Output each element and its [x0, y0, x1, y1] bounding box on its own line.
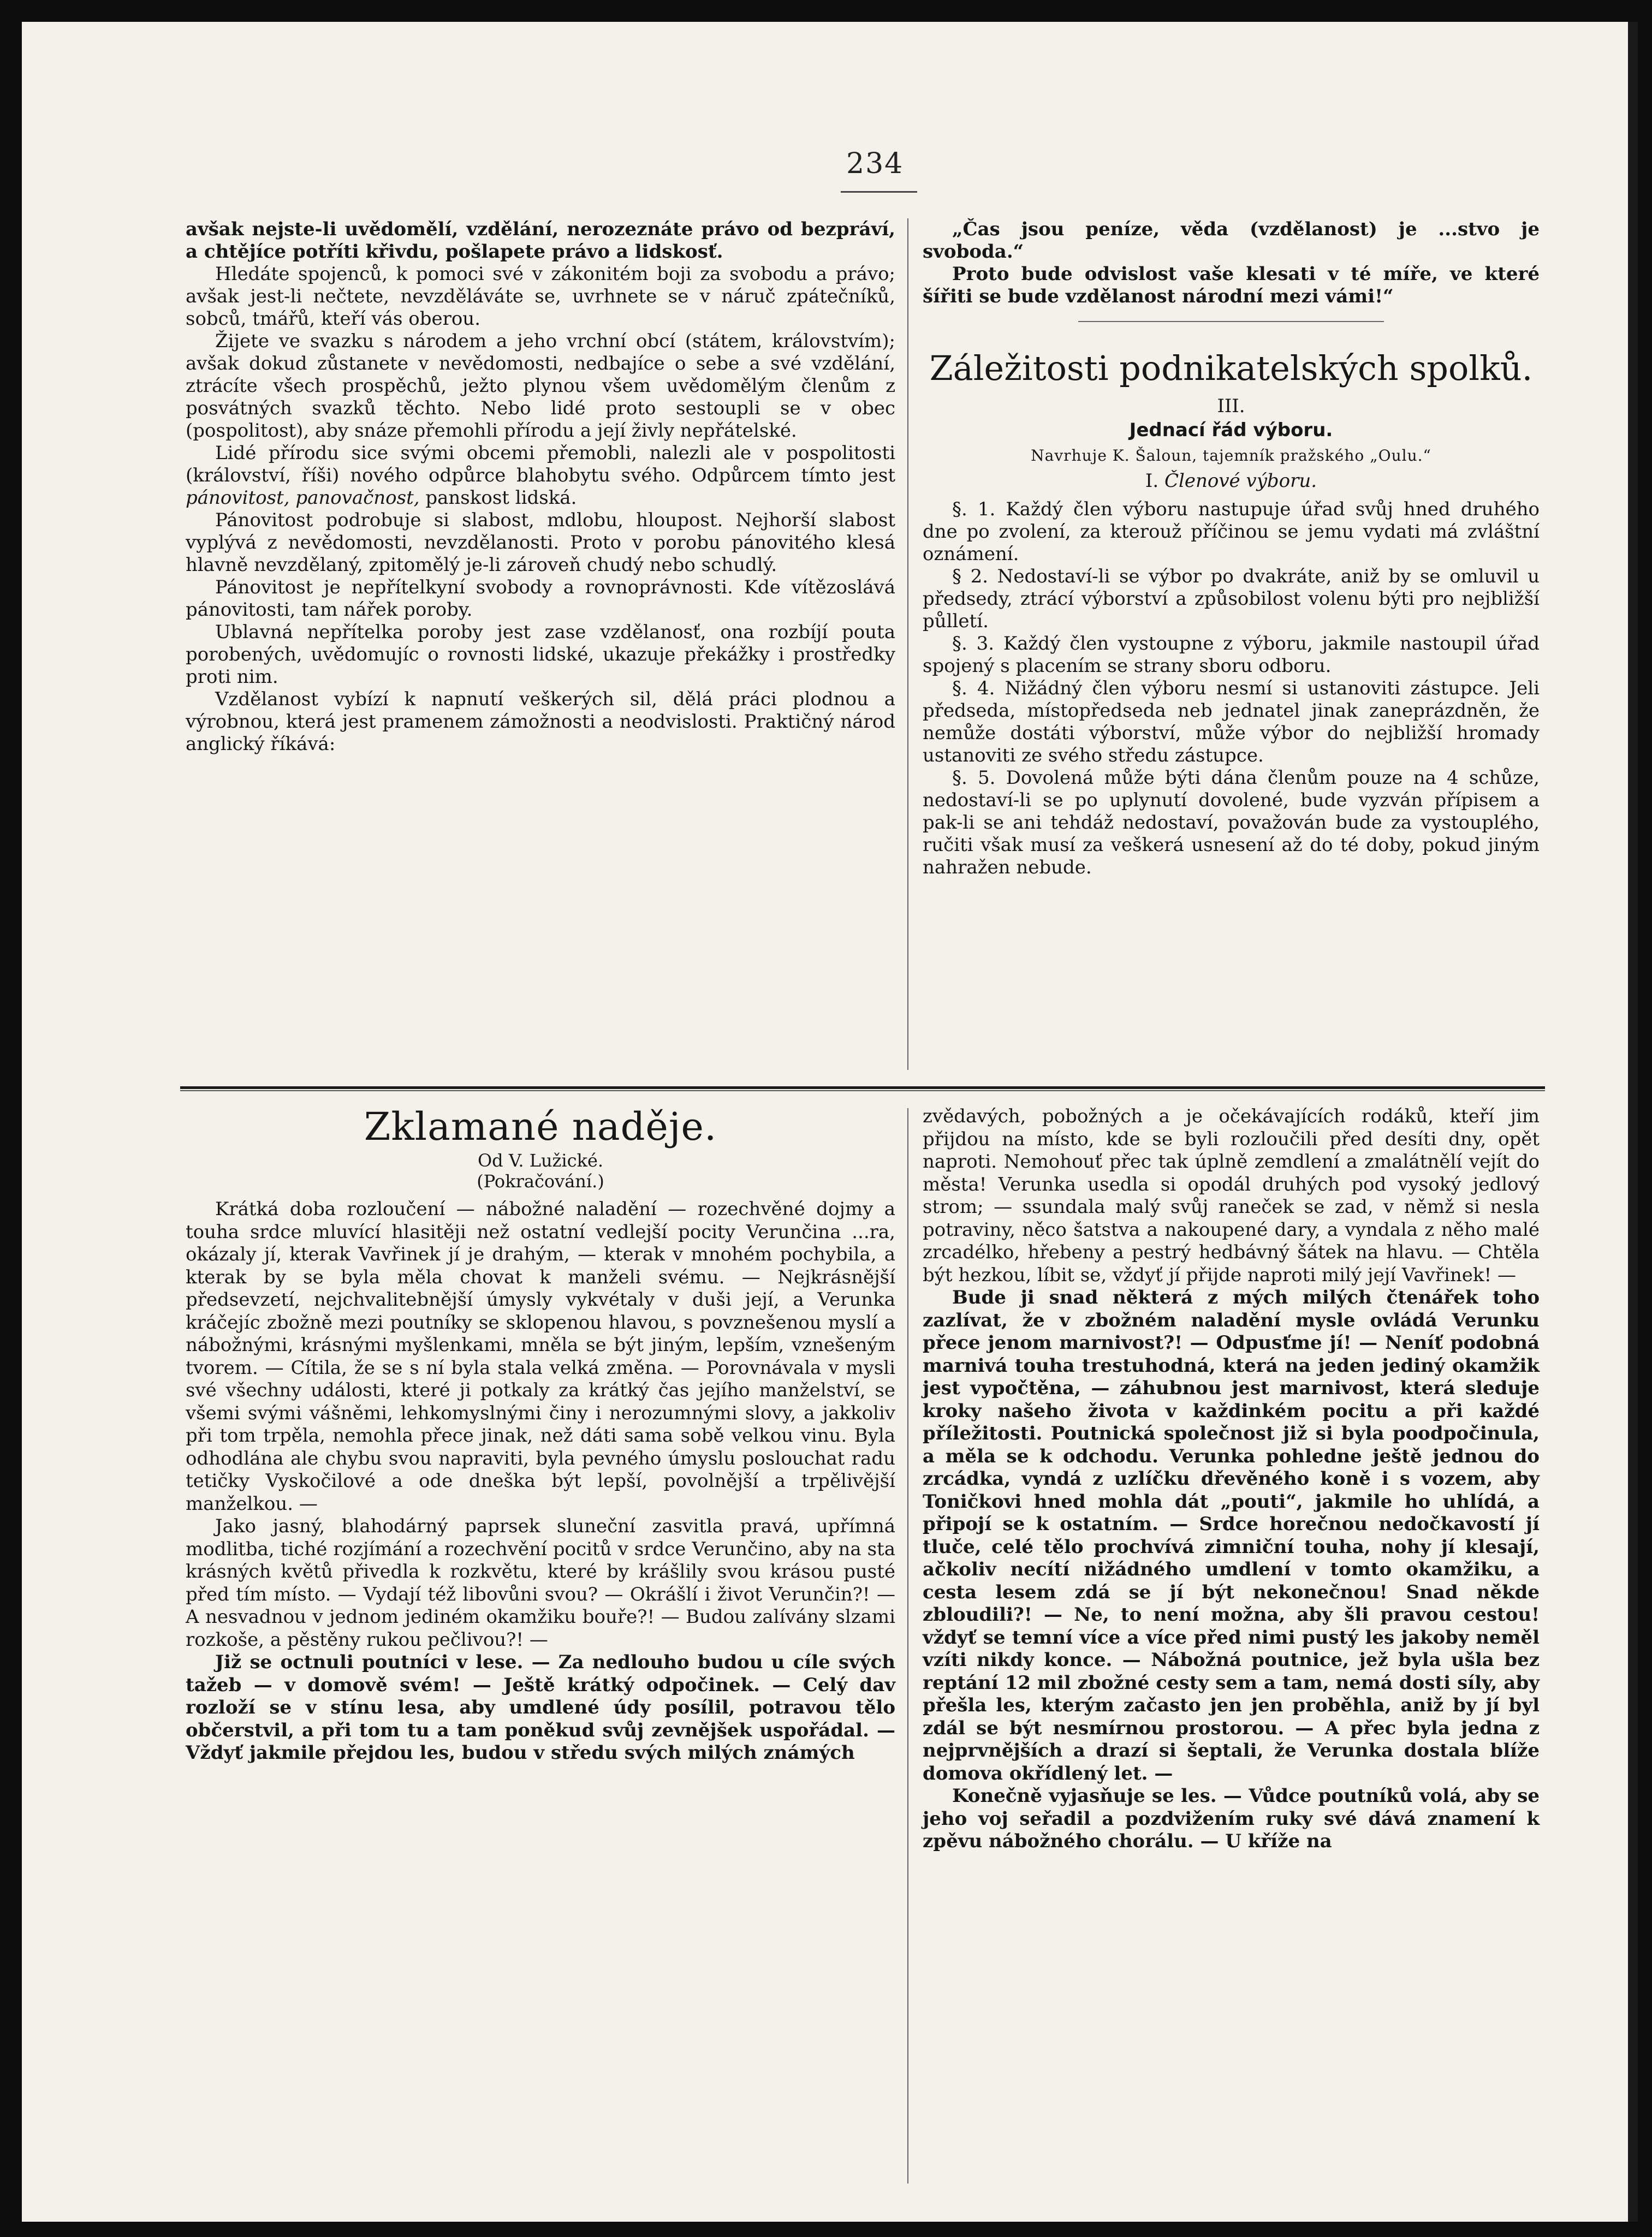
paragraph: Žijete ve svazku s národem a jeho vrchní obcí (státem, královstvím); avšak dokud zůstanete v nevědomosti, nedbajíce o sebe a své vzdělání, ztrácíte všech prospěchů, ježto plynou všem uvědomělým členům z posvátných svazků těchto. Nebo lidé proto sestoupli se v obec (pospolitost), aby snáze přemohli přírodu a její živly nepřátelské.: [186, 330, 895, 442]
newspaper-page: [22, 22, 1638, 2222]
divider-thin: [180, 1090, 1545, 1091]
story-left-column: [186, 1105, 895, 1765]
section-number: III.: [1217, 395, 1245, 417]
paragraph: §. 1. Každý člen výboru nastupuje úřad svůj hned druhého dne po zvolení, za kterouž příčinou se jemu vydati má zvláštní oznámení.: [923, 498, 1540, 565]
paragraph: Vzdělanost vybízí k napnutí veškerých sil, dělá práci plodnou a výrobnou, která jest pramenem zámožnosti a neodvislosti. Praktičný národ anglický říkává:: [186, 688, 895, 755]
divider-thick: [180, 1086, 1545, 1089]
paragraph-tail: panskost lidská.: [425, 487, 577, 509]
section-subtitle: Jednací řád výboru.: [1129, 419, 1333, 441]
section-byline: Navrhuje K. Šaloun, tajemník pražského „Oulu.“: [1031, 447, 1431, 465]
story-author: Od V. Lužické.: [477, 1150, 604, 1171]
paragraph: Ublavná nepřítelka poroby jest zase vzdělanosť, ona rozbíjí pouta porobených, uvědomujíc o rovnosti lidské, ukazuje překážky i prostředky proti nim.: [186, 621, 895, 688]
section-divider: [180, 1086, 1545, 1091]
paragraph: avšak nejste-li uvědomělí, vzdělání, nerozeznáte právo od bezpráví, a chtějíce potříti křivdu, pošlapete právo a lidskosť.: [186, 218, 895, 263]
chapter-title: Členové výboru.: [1164, 470, 1317, 492]
section-title: Záležitosti podnikatelských spolků.: [929, 348, 1533, 388]
paragraph-italic: pánovitost, panovačnost,: [186, 487, 420, 509]
paragraph: Hledáte spojenců, k pomoci své v zákonitém boji za svobodu a právo; avšak jest-li nečtete, nevzděláváte se, uvrhnete se v náruč zpátečníků, sobců, tmářů, kteří vás oberou.: [186, 263, 895, 330]
column-rule: [907, 1108, 908, 2184]
page-edge: [1628, 22, 1638, 2222]
quote: „Čas jsou peníze, věda (vzdělanost) je ...stvo je svoboda.“: [923, 218, 1540, 263]
paragraph: Již se octnuli poutníci v lese. — Za nedlouho budou u cíle svých tažeb — v domově svém! — Ještě krátký odpočinek. — Celý dav rozloží se v stínu lesa, aby umdlené údy posílil, potravou tělo občerstvil, a při tom tu a tam poněkud svůj zevnějšek uspořádal. — Vždyť jakmile přejdou les, budou v středu svých milých známých: [186, 1651, 895, 1764]
paragraph-text: Lidé přírodu sice svými obcemi přemobli, nalezli ale v pospolitosti (království, říši) nového odpůrce blahobytu svého. Odpůrcem tímto jest: [186, 442, 895, 486]
paragraph: § 2. Nedostaví-li se výbor po dvakráte, aniž by se omluvil u předsedy, ztrácí výborství a způsobilost volenu býti pro nejbližší půlletí.: [923, 566, 1540, 632]
quote: Proto bude odvislost vaše klesati v té míře, ve které šířiti se bude vzdělanost národní mezi vámi!“: [923, 263, 1540, 307]
paragraph: [186, 442, 895, 509]
paragraph: Krátká doba rozloučení — nábožné naladění — rozechvěné dojmy a touha srdce mluvící hlasitěji než ostatní vedlejší pocity Verunčina ...ra, okázaly jí, kterak Vavřinek jí je drahým, — kterak v mnohém pochybila, a kterak by se byla měla chovat k manželi svému. — Nejkrásnější předsevzetí, nejchvalitebnější úmysly vykvétaly v duši její, a Verunka kráčejíc zbožně mezi poutníky se sklopenou hlavou, s povznešenou myslí a nábožnými, krásnými myšlenkami, mněla se být jiným, lepším, vznešeným tvorem. — Cítila, že se s ní byla stala velká změna. — Porovnávala v mysli své všechny události, které ji potkaly za krátký čas jejího manželství, se všemi svými vášněmi, lehkomyslnými činy i nerozumnými slovy, a jakkoliv při tom trpěla, nemohla přece jinak, než dáti sama sobě velkou vinu. Byla odhodlána ale chybu svou napraviti, byla pevného úmyslu poslouchat radu tetičky Vyskočilové a ode dneška být lepší, povolnější a trpělivější manželkou. —: [186, 1198, 895, 1515]
page-number: 234: [846, 147, 904, 180]
page-number-rule: [841, 191, 917, 193]
paragraph: §. 5. Dovolená může býti dána členům pouze na 4 schůze, nedostaví-li se po uplynutí dovolené, bude vyzván přípisem a pak-li se ani tehdáž nedostaví, považován bude za vystouplého, ručiti však musí za veškerá usnesení až do té doby, pokud jiným nahražen nebude.: [923, 767, 1540, 878]
chapter-number: I.: [1145, 470, 1159, 492]
paragraph: Pánovitost je nepřítelkyní svobody a rovnoprávnosti. Kde vítězoslává pánovitosti, tam nářek poroby.: [186, 576, 895, 621]
story-note: (Pokračování.): [477, 1171, 604, 1192]
paragraph: Pánovitost podrobuje si slabost, mdlobu, hloupost. Nejhorší slabost vyplývá z nevědomosti, nevzdělanosti. Proto v porobu pánovitého klesá hlavně nevzdělaný, zpitomělý je-li zároveň chudý nebo schudlý.: [186, 509, 895, 576]
paragraph: Konečně vyjasňuje se les. — Vůdce poutníků volá, aby se jeho voj seřadil a pozdvižením ruky své dává znamení k zpěvu nábožného chorálu. — U kříže na: [923, 1785, 1540, 1852]
story-right-column: [923, 1105, 1540, 1853]
column-rule: [907, 218, 908, 1070]
paragraph: §. 4. Nižádný člen výboru nesmí si ustanoviti zástupce. Jeli předseda, místopředseda neb jednatel jinak zaneprázdněn, že nemůže dostáti výborství, může výbor do nejbližší hromady ustanoviti ze svého středu zástupce.: [923, 677, 1540, 766]
article-education-column: [186, 218, 895, 755]
paragraph: §. 3. Každý člen vystoupne z výboru, jakmile nastoupil úřad spojený s placením se strany sboru odboru.: [923, 633, 1540, 677]
story-title: Zklamané naděje.: [364, 1104, 717, 1149]
paragraph: zvědavých, pobožných a je očekávajících rodáků, kteří jim přijdou na místo, kde se byli rozloučili před desíti dny, opět naproti. Nemohouť přec tak úplně zemdlení a zmalátnělí vejít do města! Verunka usedla si opodál druhých pod vysoký jedlový strom; — ssundala malý svůj raneček se zad, v němž si nesla potraviny, něco šatstva a nakoupené dary, a vyndala z něho malé zrcadélko, hřebeny a pestrý hedbávný šátek na hlavu. — Chtěla být hezkou, líbit se, vždyť jí přijde naproti milý její Vavřinek! —: [923, 1105, 1540, 1286]
paragraph: Jako jasný, blahodárný paprsek sluneční zasvitla pravá, upřímná modlitba, tiché rozjímání a rozechvění pocitů v srdce Verunčino, aby na sta krásných květů přivedla k rozkvětu, které by krášlily svou krásou pusté před tím místo. — Vydají též libovůni svou? — Okrášlí i život Verunčin?! — A nesvadnou v jednom jediném okamžiku bouře?! — Budou zalívány slzami rozkoše, a pěstěny rukou pečlivou?! —: [186, 1515, 895, 1651]
section-rule: [1078, 321, 1384, 322]
paragraph: Bude ji snad některá z mých milých čtenářek toho zazlívat, že v zbožném naladění mysle ovládá Verunku přece jenom marnivost?! — Odpusťme jí! — Neníť podobná marnivá touha trestuhodná, která na jeden jediný okamžik jest vypočtěna, — záhubnou jest marnivost, která sleduje kroky našeho života v každinkém pocitu a při každé příležitosti. Poutnická společnost již si byla poodpočinula, a měla se k odchodu. Verunka pohledne ještě jednou do zrcádka, vyndá z uzlíčku dřevěného koně i s vozem, aby Toničkovi hned mohla dát „pouti“, jakmile ho uhlídá, a připojí se k ostatním. — Srdce horečnou nedočkavostí jí tluče, celé tělo prochvívá zimniční touha, nohy jí klesají, ačkoliv necítí nižádného umdlení v tomto okamžiku, a cesta lesem zdá se jí být nekonečnou! Snad někde zbloudili?! — Ne, to není možna, aby šli pravou cestou! vždyť se temní více a více před nimi pustý les jakoby neměl vzíti nikdy konce. — Nábožná poutnice, jež byla ušla bez reptání 12 mil zbožné cesty sem a tam, nemá dosti síly, aby přešla les, kterým začasto jen jen proběhla, aniž by jí byl zdál se být nesmírnou prostorou. — A přec byla jedna z nejprvnějších a drazí si šeptali, že Verunka dostala blíže domova okřídlený let. —: [923, 1287, 1540, 1784]
article-associations-column: [923, 218, 1540, 879]
chapter-heading: [923, 470, 1540, 492]
